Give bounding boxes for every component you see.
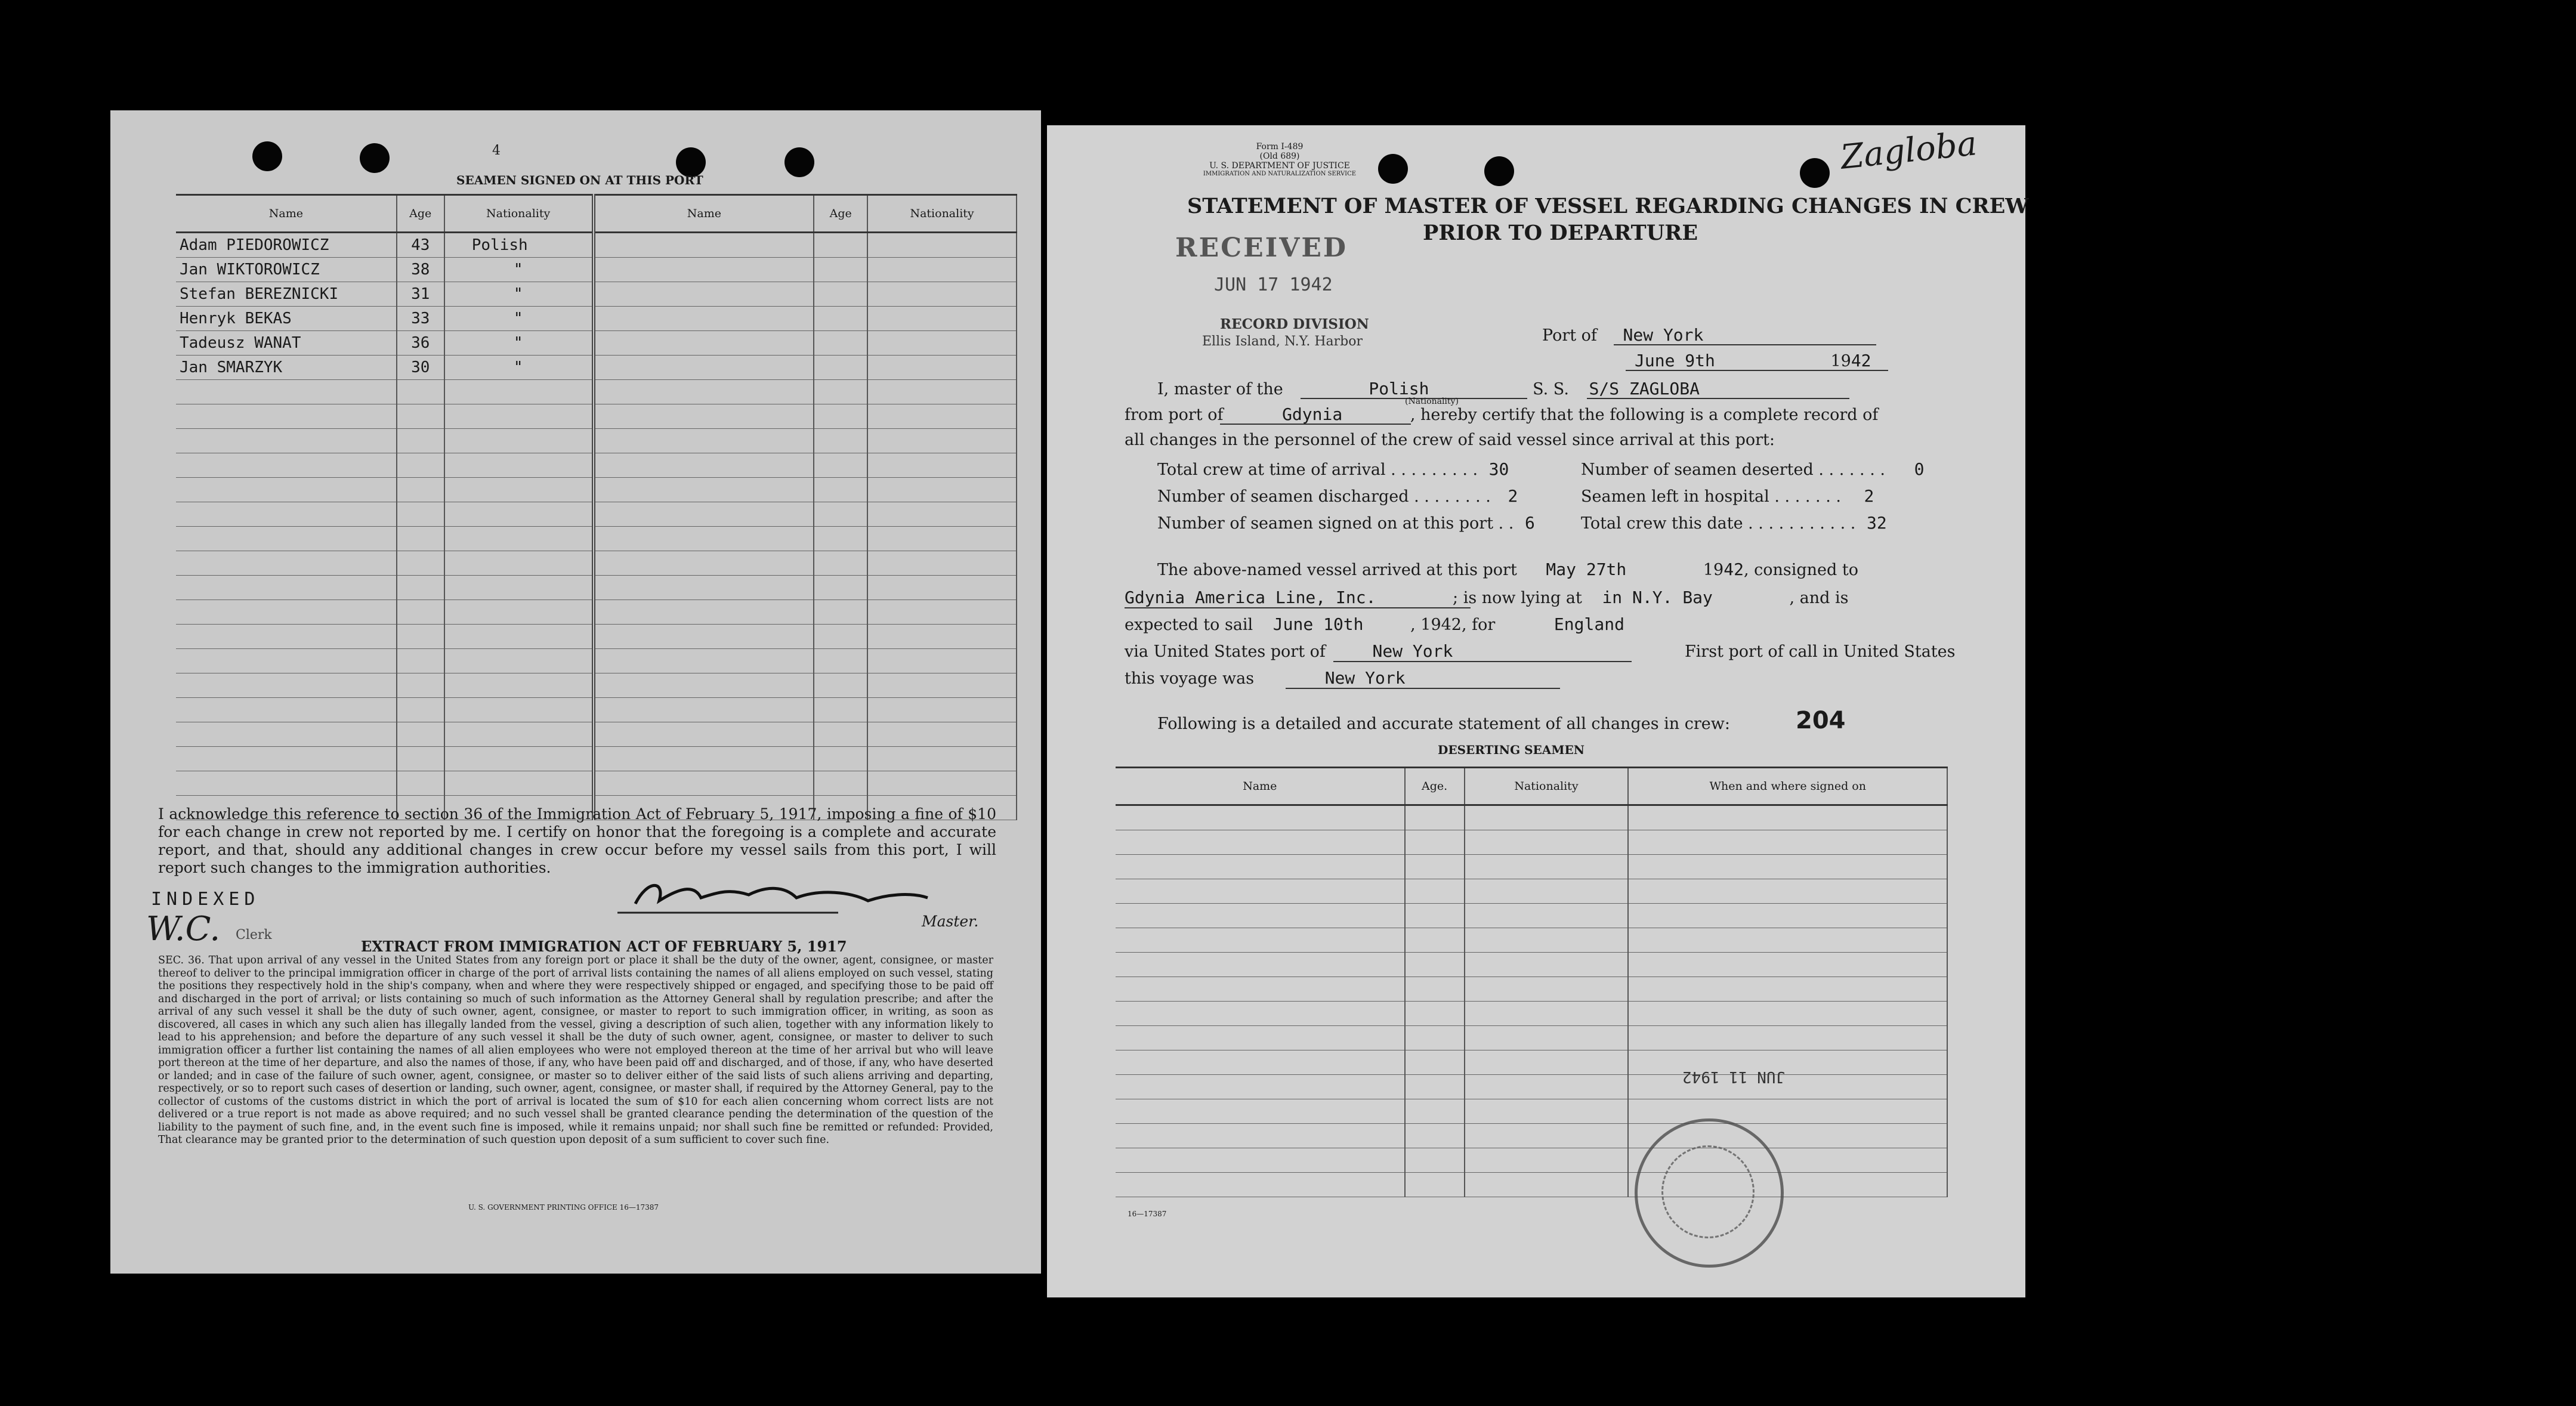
sail-for: England <box>1553 614 1624 634</box>
deserting-seamen-table <box>1116 767 1948 1197</box>
port-of-label: Port of <box>1542 326 1597 345</box>
seaman-age: 33 <box>397 307 444 331</box>
master-nationality: Polish <box>1369 379 1429 398</box>
seaman-nationality: " <box>444 282 594 307</box>
master-signature <box>611 868 934 922</box>
seaman-name: Henryk BEKAS <box>176 307 397 331</box>
table-row <box>176 429 1017 453</box>
arrived-label: The above-named vessel arrived at this port <box>1157 561 1517 579</box>
discharged-row: Number of seamen discharged . . . . . . . . 2 <box>1157 486 1518 506</box>
total-today-row: Total crew this date . . . . . . . . . . . 32 <box>1581 513 1887 533</box>
seaman-nationality: " <box>444 331 594 356</box>
extract-text: SEC. 36. That upon arrival of any vessel in the United States from any foreign port or place it shall be the duty of the owner, agent, consignee, or master thereof to deliver to the principal immigration officer in charge of the port of arrival lists containing the names of all aliens employed on such vessel, stating the positions they respectively hold in the ship's company, when and where they were respectively shipped or engaged, and specifying those to be paid off and discharged in the port of arrival; or lists containing so much of such information as the Attorney General shall by regulation prescribe; and after the arrival of any such vessel it shall be the duty of such owner, agent, consignee, or master to report to such immigration officer, in writing, as soon as discovered, all cases in which any such alien has illegally landed from the vessel, giving a description of such alien, together with any information likely to lead to his apprehension; and before the departure of any such vessel it shall be the duty of such owner, agent, consignee, or master to deliver to such immigration officer a further list containing the names of all alien employees who were not employed thereon at the time of her arrival but who will leave port thereon at the time of her departure, and also the names of those, if any, who have been paid off and discharged, and of those, if any, who have deserted or landed; and in case of the failure of such owner, agent, consignee, or master so to deliver either of the said lists of such aliens arriving and departing, respectively, or so to report such cases of desertion or landing, such owner, agent, consignee, or master shall, if required by the Attorney General, pay to the collector of customs of the customs district in which the port of arrival is located the sum of $10 for each alien concerning whom correct lists are not delivered or a true report is not made as above required; and no such vessel shall be granted clearance pending the determination of the question of the liability to the payment of such fine, and, in the event such fine is imposed, while it remains unpaid; nor shall such fine be remitted or refunded: Provided, That clearance may be granted prior to the determination of such question upon deposit of a sum sufficient to cover such fine. <box>158 954 993 1146</box>
master-of-label: I, master of the <box>1157 380 1283 398</box>
ss-name: S/S ZAGLOBA <box>1589 379 1700 398</box>
clerk-label: Clerk <box>236 928 272 943</box>
form-title-line1: STATEMENT OF MASTER OF VESSEL REGARDING CHANGES IN CREW <box>1187 194 2029 218</box>
total-crew-label: Total crew at time of arrival <box>1157 461 1386 479</box>
all-changes-text: all changes in the personnel of the crew of said vessel since arrival at this port: <box>1125 431 1775 449</box>
seaman-age: 43 <box>397 233 444 258</box>
table-row <box>176 307 1017 331</box>
signed-on-value: 6 <box>1524 513 1535 533</box>
table-row <box>176 551 1017 576</box>
ss-label: S. S. <box>1533 380 1569 398</box>
seaman-name: Jan SMARZYK <box>176 356 397 380</box>
arrived-year: 42 <box>1723 560 1744 579</box>
column-header: Age <box>397 195 444 233</box>
via-port: New York <box>1372 641 1453 661</box>
right-page <box>1047 124 2029 1297</box>
date-row <box>1635 351 1871 370</box>
seaman-age: 38 <box>397 258 444 282</box>
seaman-age: 36 <box>397 331 444 356</box>
table-row <box>176 478 1017 502</box>
column-header: Nationality <box>867 195 1017 233</box>
left-page <box>110 110 1041 1274</box>
arrived-year-prefix: 19 <box>1703 561 1724 579</box>
page-number: 4 <box>492 143 501 158</box>
year-prefix: 19 <box>1830 352 1851 370</box>
seamen-signed-on-table <box>176 194 1017 820</box>
table-row <box>176 649 1017 673</box>
signed-on-label: Number of seamen signed on at this port <box>1157 514 1494 533</box>
received-stamp <box>1136 233 1566 376</box>
seaman-nationality: " <box>444 258 594 282</box>
master-label: Master. <box>922 913 979 930</box>
deserted-value: 0 <box>1914 459 1925 479</box>
seaman-age: 31 <box>397 282 444 307</box>
table-row <box>1116 953 1947 977</box>
ellis-island-seal-stamp <box>1635 1118 1784 1268</box>
table-row <box>176 771 1017 796</box>
form-header <box>1181 142 1378 177</box>
seaman-nationality: " <box>444 356 594 380</box>
table-header-row <box>1116 768 1947 805</box>
voyage-label: this voyage was <box>1125 669 1255 688</box>
punch-hole <box>252 141 282 171</box>
seaman-age: 30 <box>397 356 444 380</box>
column-header: Name <box>1116 768 1405 805</box>
following-row <box>1157 715 1730 733</box>
table-row <box>176 233 1017 258</box>
seaman-nationality: Polish <box>444 233 594 258</box>
table-row <box>176 331 1017 356</box>
table-row <box>176 404 1017 429</box>
form-title-line2: PRIOR TO DEPARTURE <box>1423 221 1698 245</box>
table-row <box>1116 1099 1947 1124</box>
extract-title: EXTRACT FROM IMMIGRATION ACT OF FEBRUARY 5, 1917 <box>361 938 847 955</box>
consigned-label: , consigned to <box>1743 561 1858 579</box>
table-row <box>1116 879 1947 904</box>
following-label: Following is a detailed and accurate statement of all changes in crew: <box>1157 715 1730 733</box>
column-header: When and where signed on <box>1628 768 1947 805</box>
punch-hole <box>784 147 814 177</box>
lying-label: ; is now lying at <box>1453 589 1582 607</box>
acknowledgement-text: I acknowledge this reference to section 36 of the Immigration Act of February 5, 1917, imposing a fine of $10 for each change in crew not reported by me. I certify on honor that the foregoing is a complete and accurate report, and that, should any additional changes in crew occur before my vessel sails from this port, I will report such changes to the immigration authorities. <box>158 805 996 876</box>
total-today-value: 32 <box>1866 513 1887 533</box>
first-port-label: First port of call in United States <box>1684 642 1956 661</box>
column-header: Nationality <box>444 195 594 233</box>
expected-label: expected to sail <box>1125 616 1253 634</box>
table-row <box>1116 1173 1947 1197</box>
table-row <box>176 747 1017 771</box>
and-is-label: , and is <box>1789 589 1849 607</box>
column-header: Age. <box>1405 768 1465 805</box>
table-row <box>1116 1026 1947 1050</box>
table-row <box>1116 830 1947 855</box>
port-of-row <box>1542 325 1703 345</box>
punch-hole <box>1378 154 1408 184</box>
section-title: SEAMEN SIGNED ON AT THIS PORT <box>456 173 703 187</box>
service: IMMIGRATION AND NATURALIZATION SERVICE <box>1203 171 1357 177</box>
date-value: June 9th <box>1635 351 1715 370</box>
nationality-caption: (Nationality) <box>1405 397 1459 406</box>
table-row <box>176 502 1017 527</box>
lying-at: in N.Y. Bay <box>1602 588 1713 607</box>
deserting-title: DESERTING SEAMEN <box>1438 743 1584 757</box>
hospital-label: Seamen left in hospital <box>1581 487 1769 506</box>
seaman-name: Jan WIKTOROWICZ <box>176 258 397 282</box>
total-crew-row: Total crew at time of arrival . . . . . . . . . 30 <box>1157 459 1509 479</box>
deserted-row: Number of seamen deserted . . . . . . . 0 <box>1581 459 1925 479</box>
table-row <box>176 282 1017 307</box>
from-port-row <box>1125 404 1878 424</box>
certify-text: , hereby certify that the following is a complete record of <box>1410 406 1879 424</box>
lying-row <box>1125 588 1849 607</box>
table-row <box>176 258 1017 282</box>
column-header: Nationality <box>1465 768 1629 805</box>
master-of-row <box>1157 379 1700 398</box>
seaman-name: Stefan BEREZNICKI <box>176 282 397 307</box>
punch-hole <box>1800 158 1830 188</box>
sail-year: , 1942 <box>1410 616 1462 634</box>
port-of-value: New York <box>1623 325 1704 345</box>
table-row <box>1116 904 1947 928</box>
hospital-row: Seamen left in hospital . . . . . . . 2 <box>1581 486 1874 506</box>
table-row <box>1116 977 1947 1002</box>
seaman-nationality: " <box>444 307 594 331</box>
via-label: via United States port of <box>1125 642 1326 661</box>
year-value: 42 <box>1851 351 1871 370</box>
for-label: , for <box>1462 616 1496 634</box>
following-number: 204 <box>1796 707 1846 734</box>
table-row <box>176 453 1017 478</box>
table-row <box>1116 1050 1947 1075</box>
column-header: Age <box>814 195 867 233</box>
table-row <box>176 625 1017 649</box>
table-row <box>1116 1075 1947 1099</box>
deserted-label: Number of seamen deserted <box>1581 461 1814 479</box>
via-row <box>1125 641 1956 661</box>
from-port-label: from port of <box>1125 406 1224 424</box>
form-old: (Old 689) <box>1259 152 1300 161</box>
arrived-date: May 27th <box>1546 560 1627 579</box>
arrived-row <box>1157 560 1858 579</box>
discharged-value: 2 <box>1508 486 1518 506</box>
seaman-name: Adam PIEDOROWICZ <box>176 233 397 258</box>
voyage-row <box>1125 668 1406 688</box>
table-row <box>176 722 1017 747</box>
total-today-label: Total crew this date <box>1581 514 1743 533</box>
column-header: Name <box>594 195 814 233</box>
seaman-name: Tadeusz WANAT <box>176 331 397 356</box>
footer-code: 16—17387 <box>1128 1210 1167 1218</box>
table-row <box>176 576 1017 600</box>
total-crew-value: 30 <box>1488 459 1509 479</box>
record-division-place: Ellis Island, N.Y. Harbor <box>1202 334 1363 349</box>
discharged-label: Number of seamen discharged <box>1157 487 1409 506</box>
side-stamp-date: JUN 11 1942 <box>1682 1068 1786 1086</box>
table-row <box>1116 1002 1947 1026</box>
table-row <box>176 527 1017 551</box>
signed-on-row: Number of seamen signed on at this port . . 6 <box>1157 513 1535 533</box>
table-row <box>176 600 1017 625</box>
department: U. S. DEPARTMENT OF JUSTICE <box>1209 161 1350 171</box>
hospital-value: 2 <box>1864 486 1874 506</box>
table-row <box>176 356 1017 380</box>
expected-row <box>1125 614 1624 634</box>
table-row <box>176 698 1017 722</box>
received-word: RECEIVED <box>1175 233 1348 263</box>
consignee: Gdynia America Line, Inc. <box>1125 588 1376 607</box>
record-division: RECORD DIVISION <box>1220 316 1369 332</box>
received-date: JUN 17 1942 <box>1214 274 1333 295</box>
indexed-stamp: INDEXED <box>151 889 260 910</box>
column-header: Name <box>176 195 397 233</box>
punch-hole <box>1484 156 1514 186</box>
table-row <box>176 673 1017 698</box>
table-row <box>1116 928 1947 953</box>
form-number: Form I-489 <box>1256 142 1304 152</box>
table-row <box>1116 1148 1947 1173</box>
from-port-value: Gdynia <box>1282 404 1343 424</box>
table-row <box>1116 855 1947 879</box>
printing-office: U. S. GOVERNMENT PRINTING OFFICE 16—17387 <box>468 1203 659 1212</box>
table-row <box>1116 805 1947 830</box>
voyage-port: New York <box>1324 668 1406 688</box>
table-row <box>1116 1124 1947 1148</box>
table-header-row <box>176 195 1017 233</box>
handwritten-vessel-name: Zagloba <box>1839 124 1979 177</box>
indexed-initials: W.C. <box>146 910 221 948</box>
punch-hole <box>360 143 390 173</box>
sail-date: June 10th <box>1272 614 1364 634</box>
table-row <box>176 380 1017 404</box>
